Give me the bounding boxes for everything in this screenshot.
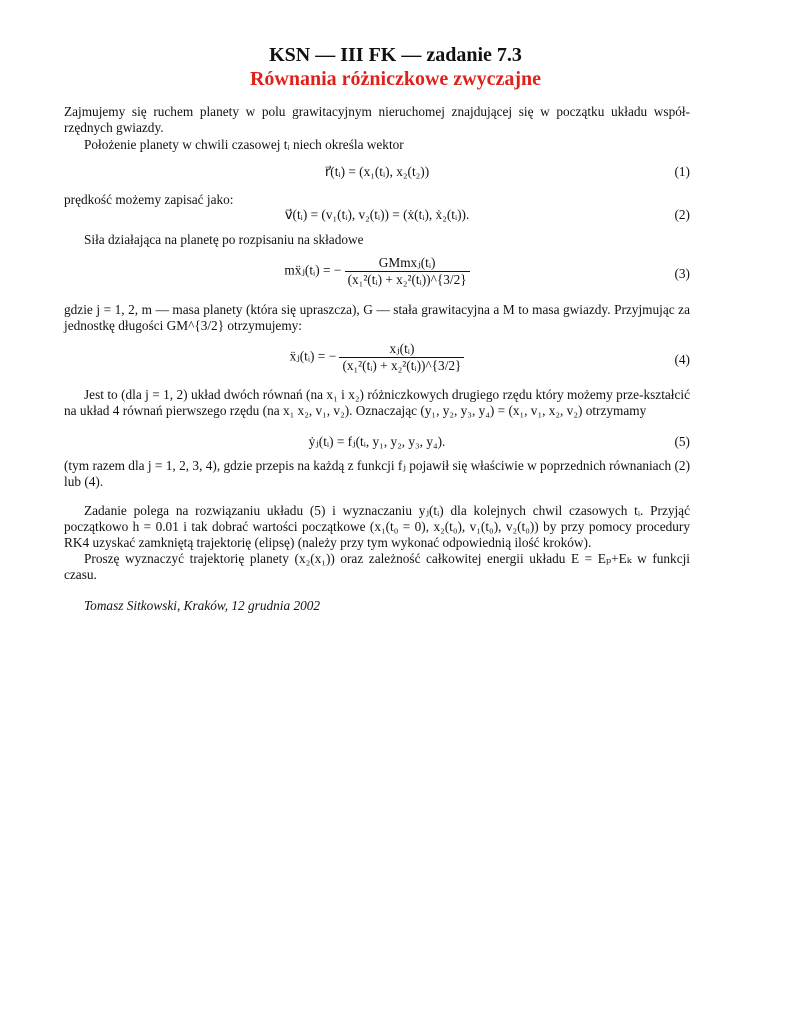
equation-5-body: ẏⱼ(tᵢ) = fⱼ(tᵢ, y₁, y₂, y₃, y₄). <box>308 434 446 449</box>
equation-3-number: (3) <box>674 266 690 281</box>
equation-1-number: (1) <box>674 164 690 179</box>
paragraph-velocity: prędkość możemy zapisać jako: <box>64 192 234 207</box>
paragraph-functions: (tym razem dla j = 1, 2, 3, 4), gdzie przepis na każdą z funkcji fⱼ pojawił się właściwie w poprzednich równaniach (2) lub (4). <box>64 458 690 490</box>
equation-3-lhs: mẍⱼ(tᵢ) = − <box>284 262 342 278</box>
equation-4-denominator: (x₁²(tᵢ) + x₂²(tᵢ))^{3/2} <box>342 358 462 373</box>
equation-1-body: r⃗(tᵢ) = (x₁(tᵢ), x₂(t₂)) <box>324 164 430 179</box>
equation-3-fraction <box>345 255 470 288</box>
paragraph-definitions: gdzie j = 1, 2, m — masa planety (która się upraszcza), G — stała grawitacyjna a M to masa gwiazdy. Przyjmując za jednostkę długości GM^{3/2} otrzymujemy: <box>64 302 690 334</box>
equation-3 <box>64 255 690 293</box>
equation-4-number: (4) <box>674 352 690 367</box>
equation-4-fraction <box>339 341 464 374</box>
equation-3-body <box>64 255 690 288</box>
equation-3-numerator: GMmxⱼ(tᵢ) <box>345 255 470 272</box>
equation-4-numerator: xⱼ(tᵢ) <box>339 341 464 358</box>
paragraph-request: Proszę wyznaczyć trajektorię planety (x₂(x₁)) oraz zależność całkowitej energii układu E = Eₚ+Eₖ w funkcji czasu. <box>64 551 690 583</box>
equation-3-denominator: (x₁²(tᵢ) + x₂²(tᵢ))^{3/2} <box>347 272 467 287</box>
equation-5-number: (5) <box>674 434 690 449</box>
paragraph-system: Jest to (dla j = 1, 2) układ dwóch równań (na x₁ i x₂) różniczkowych drugiego rzędu który możemy prze-kształcić na układ 4 równań pierwszego rzędu (na x₁ x₂, v₁, v₂). Oznaczając (y₁, y₂, y₃, y₄) = (x₁, v₁, x₂, v₂) otrzymamy <box>64 387 690 419</box>
paragraph-position: Położenie planety w chwili czasowej tᵢ niech określa wektor <box>84 137 404 152</box>
equation-1 <box>64 163 690 181</box>
equation-4-lhs: ẍⱼ(tᵢ) = − <box>289 348 337 364</box>
equation-2-body: v⃗(tᵢ) = (v₁(tᵢ), v₂(tᵢ)) = (ẋ(tᵢ), ẋ₂(tᵢ)). <box>284 207 470 222</box>
signature: Tomasz Sitkowski, Kraków, 12 grudnia 2002 <box>84 598 321 613</box>
equation-2-number: (2) <box>674 207 690 222</box>
equation-4 <box>64 341 690 379</box>
paragraph-task: Zadanie polega na rozwiązaniu układu (5) i wyznaczaniu yⱼ(tᵢ) dla kolejnych chwil czasowych tᵢ. Przyjąć początkowo h = 0.01 i tak dobrać wartości początkowe (x₁(t₀ = 0), x₂(t₀), v₁(t₀), v₂(t₀)) by przy pomocy procedury RK4 uzyskać zamkniętą trajektorię (elipsę) (należy przy tym wykonać odpowiednią ilość kroków). <box>64 503 690 551</box>
paragraph-force: Siła działająca na planetę po rozpisaniu na składowe <box>84 232 364 247</box>
document-title: KSN — III FK — zadanie 7.3 <box>269 44 522 66</box>
document-subtitle: Równania różniczkowe zwyczajne <box>249 68 542 90</box>
equation-4-body <box>64 341 690 374</box>
equation-5 <box>64 433 690 451</box>
equation-2 <box>64 206 690 224</box>
paragraph-intro: Zajmujemy się ruchem planety w polu grawitacyjnym nieruchomej znajdującej się w początku układu współ-rzędnych gwiazdy. <box>64 104 690 136</box>
